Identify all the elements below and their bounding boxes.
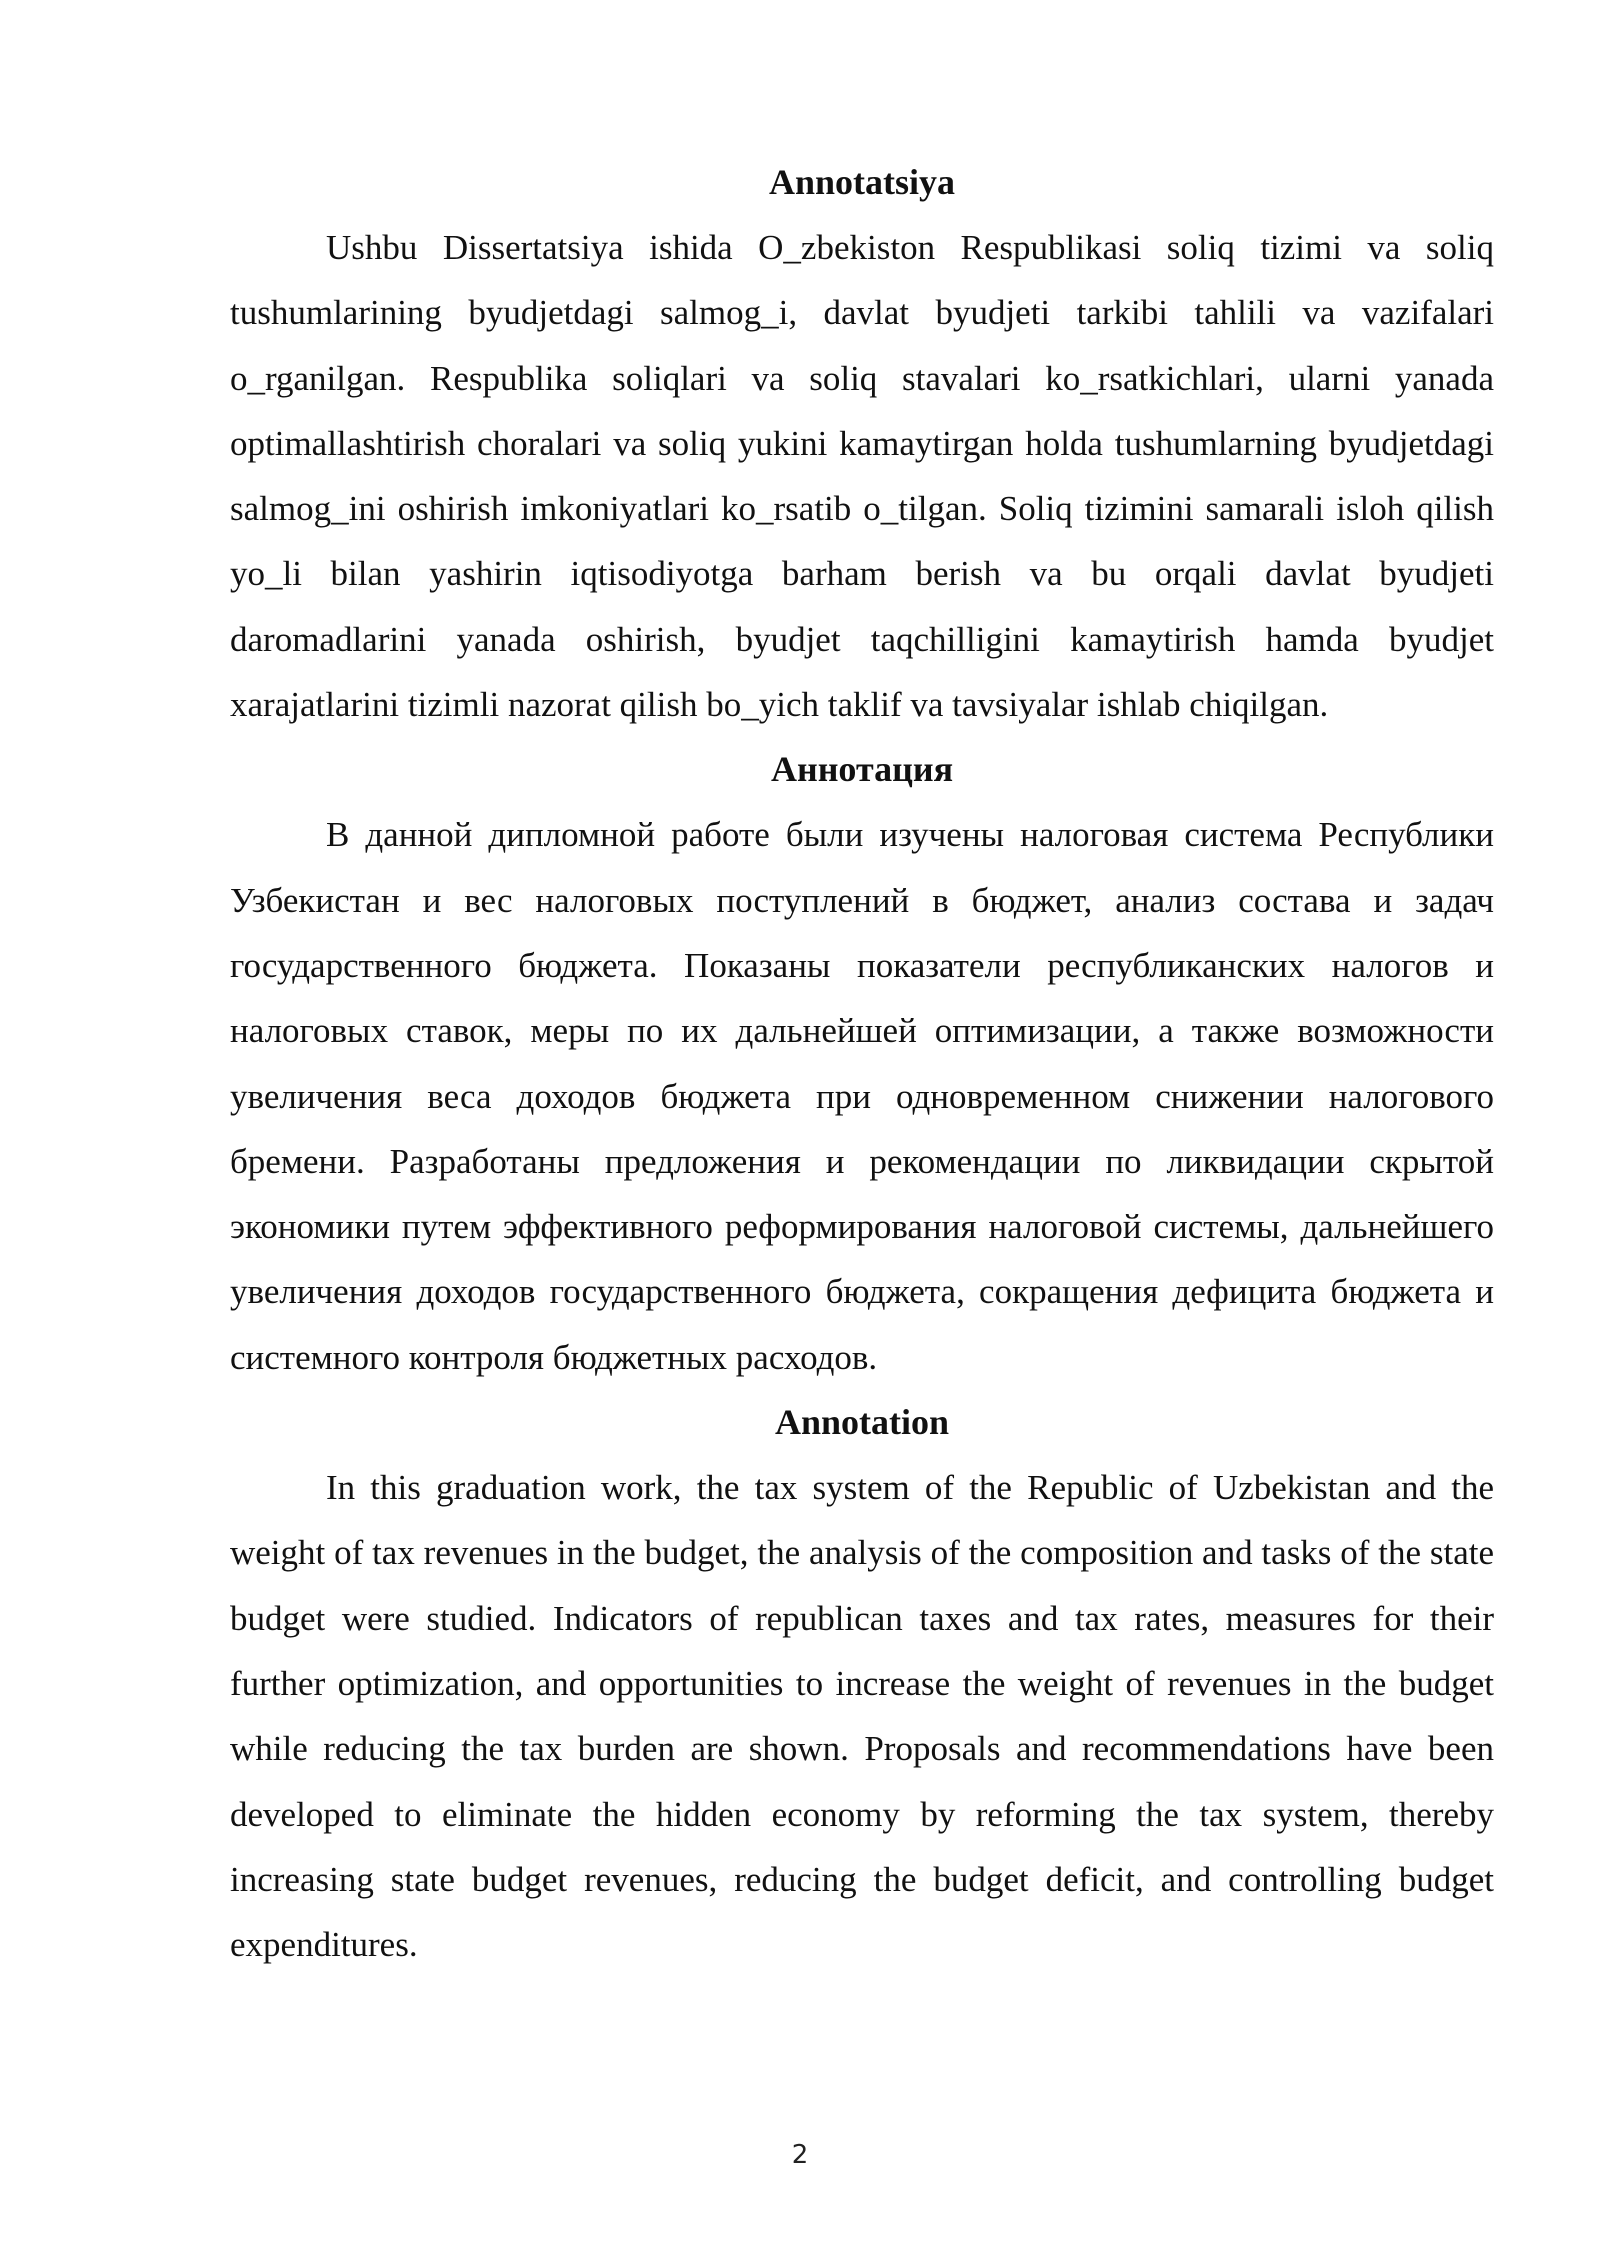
russian-annotation-paragraph: В данной дипломной работе были изучены налоговая система Республики Узбекистан и вес налоговых поступлений в бюджет, анализ состава и задач государственного бюджета. Показаны показатели республиканских налогов и налоговых ставок, меры по их дальнейшей оптимизации, а также возможности увеличения веса доходов бюджета при одновременном снижении налогового бремени. Разработаны предложения и рекомендации по ликвидации скрытой экономики путем эффективного реформирования налоговой системы, дальнейшего увеличения доходов государственного бюджета, сокращения дефицита бюджета и системного контроля бюджетных расходов. [230,815,1494,1377]
uzbek-annotation-heading: Annotatsiya [768,162,956,202]
page-number: 2 [791,2140,809,2170]
english-annotation-heading: Annotation [774,1402,950,1443]
document-page [230,150,1494,1977]
english-annotation-paragraph: In this graduation work, the tax system of the Republic of Uzbekistan and the weight of tax revenues in the budget, the analysis of the composition and tasks of the state budget were studied. Indicators of republican taxes and tax rates, measures for their further optimization, and opportunities to increase the weight of revenues in the budget while reducing the tax burden are shown. Proposals and recommendations have been developed to eliminate the hidden economy by reforming the tax system, thereby increasing state budget revenues, reducing the budget deficit, and controlling budget expenditures. [230,1468,1494,1965]
russian-annotation-heading: Аннотация [770,749,954,790]
uzbek-annotation-paragraph: Ushbu Dissertatsiya ishida O_zbekiston Respublikasi soliq tizimi va soliq tushumlarining byudjetdagi salmog_i, davlat byudjeti tarkibi tahlili va vazifalari o_rganilgan. Respublika soliqlari va soliq stavalari ko_rsatkichlari, ularni yanada optimallashtirish choralari va soliq yukini kamaytirgan holda tushumlarning byudjetdagi salmog_ini oshirish imkoniyatlari ko_rsatib o_tilgan. Soliq tizimini samarali isloh qilish yo_li bilan yashirin iqtisodiyotga barham berish va bu orqali davlat byudjeti daromadlarini yanada oshirish, byudjet taqchilligini kamaytirish hamda byudjet xarajatlarini tizimli nazorat qilish bo_yich taklif va tavsiyalar ishlab chiqilgan. [230,228,1494,725]
